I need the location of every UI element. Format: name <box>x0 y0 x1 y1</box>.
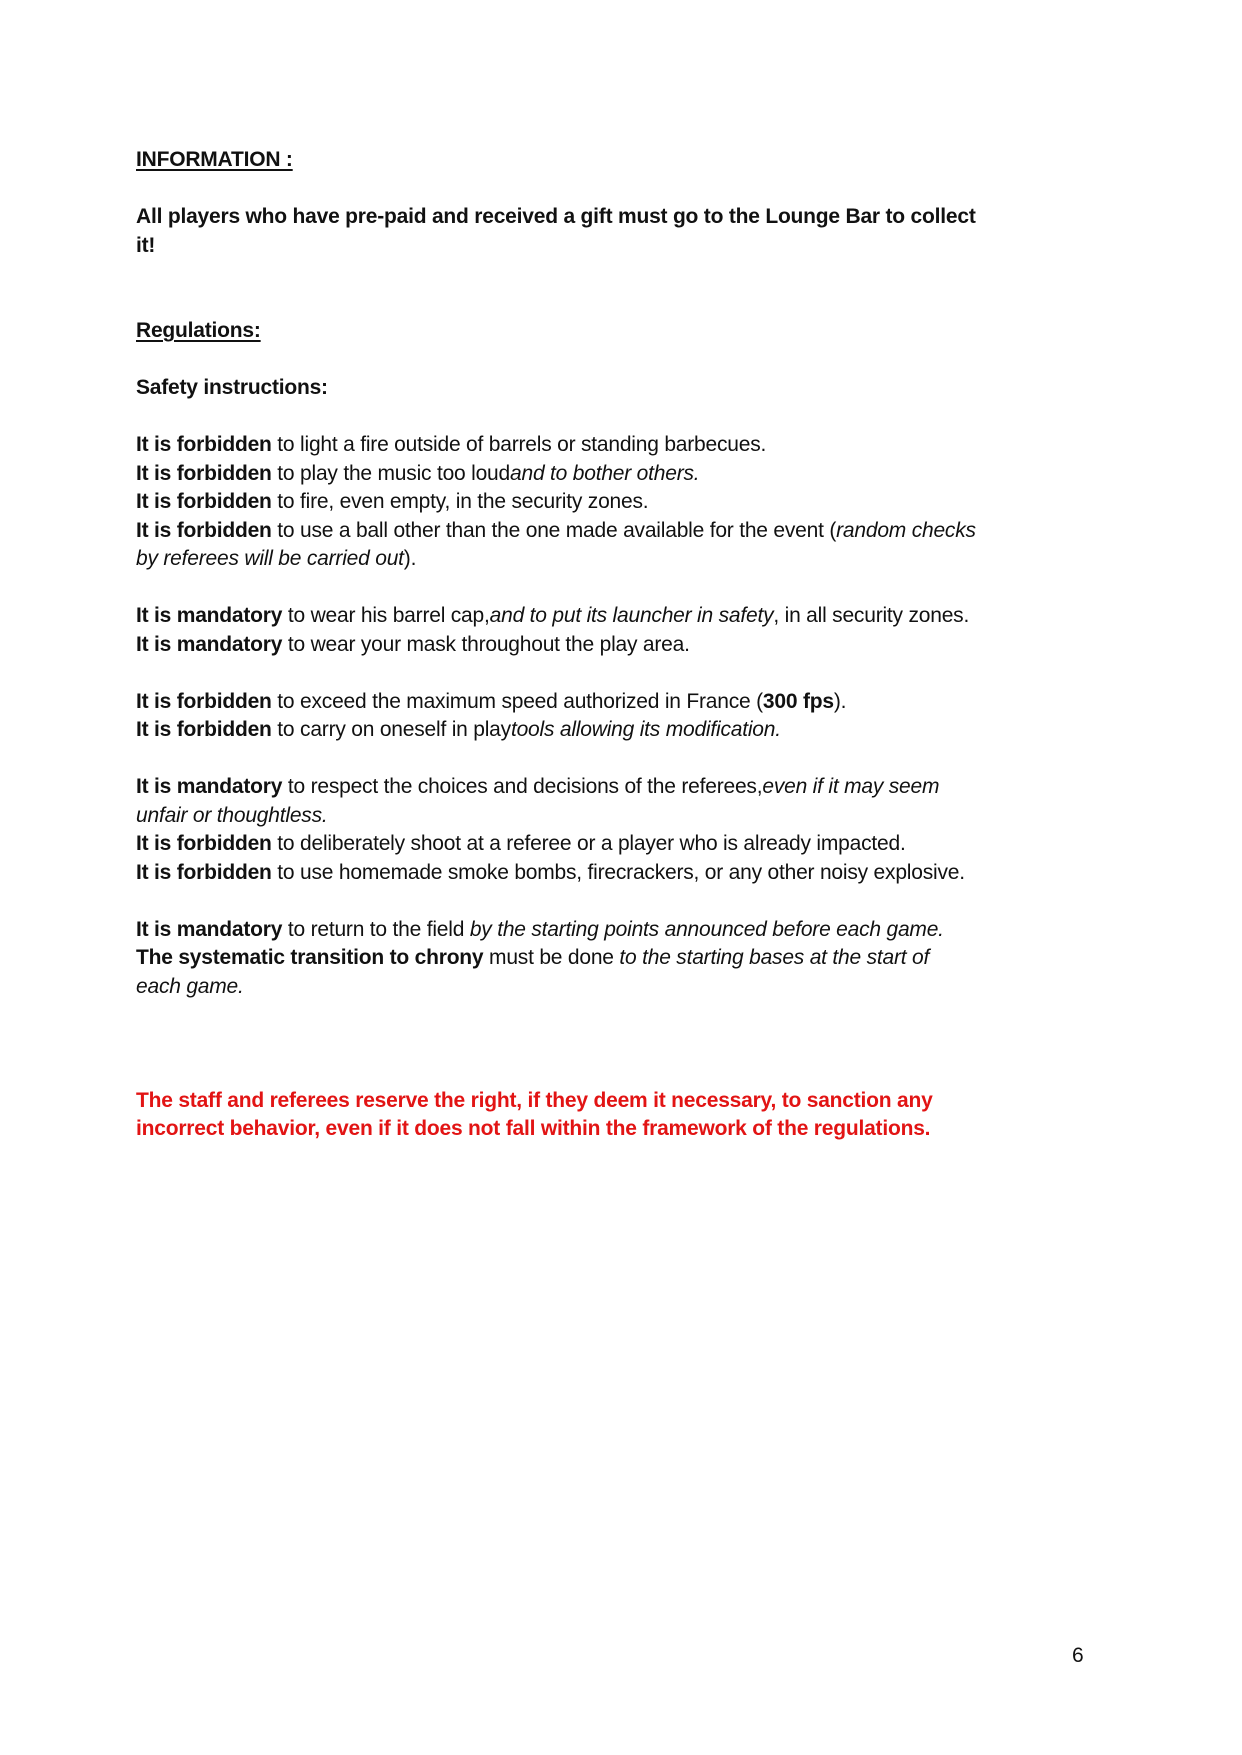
text-line <box>136 631 1126 660</box>
text-run: each game. <box>136 974 244 998</box>
referee-respect-rules <box>136 773 1126 887</box>
text-run: even if it may seem <box>762 775 940 798</box>
text-line <box>136 1115 1126 1144</box>
text-run: It is mandatory <box>136 632 283 656</box>
text-line <box>136 545 1126 574</box>
text-run: ). <box>833 689 847 713</box>
text-run: to wear his barrel cap, <box>282 604 490 627</box>
text-line <box>136 830 1126 859</box>
text-run: It is forbidden <box>136 518 272 542</box>
mandatory-gear-rules <box>136 602 1126 659</box>
text-line <box>136 859 1126 888</box>
text-run: INFORMATION : <box>136 148 293 171</box>
text-run: and to put its launcher in safety <box>489 604 774 627</box>
text-run: ). <box>403 547 417 570</box>
field-return-rules <box>136 916 1126 1002</box>
text-line <box>136 716 1126 745</box>
text-line <box>136 773 1126 802</box>
regulations-heading <box>136 317 1126 346</box>
text-run: by referees will be carried out <box>136 547 404 570</box>
text-run: to use a ball other than the one made available for the event ( <box>271 518 837 542</box>
text-line <box>136 203 1126 232</box>
page-number: 6 <box>1072 1644 1084 1667</box>
text-run: must be done <box>483 946 620 969</box>
prepaid-gift-notice <box>136 203 1126 260</box>
fire-and-zone-rules <box>136 431 1126 574</box>
text-line <box>136 460 1126 489</box>
text-run: The systematic transition to chrony <box>136 946 484 969</box>
text-run: 300 fps <box>762 689 834 713</box>
text-line <box>136 973 1126 1002</box>
text-run: incorrect behavior, even if it does not fall within the framework of the regulations. <box>136 1117 931 1140</box>
text-run: It is forbidden <box>136 718 272 741</box>
text-run: and to bother others. <box>510 461 700 485</box>
text-run: to exceed the maximum speed authorized in France ( <box>271 689 763 713</box>
text-run: to play the music too loud <box>271 461 510 485</box>
text-run: to return to the field <box>282 917 470 941</box>
text-run: by the starting points announced before each game. <box>469 917 944 941</box>
safety-instructions-heading <box>136 374 1126 403</box>
text-line <box>136 688 1126 717</box>
text-run: to fire, even empty, in the security zones. <box>271 490 649 513</box>
text-line <box>136 431 1126 460</box>
text-run: It is forbidden <box>136 832 272 855</box>
text-run: It is forbidden <box>136 433 272 456</box>
text-line <box>136 488 1126 517</box>
text-line <box>136 146 1126 175</box>
text-run: All players who have pre-paid and received a gift must go to the Lounge Bar to collect <box>136 205 976 228</box>
text-line <box>136 517 1126 546</box>
text-line <box>136 374 1126 403</box>
text-line <box>136 944 1126 973</box>
text-run: tools allowing its modification. <box>510 718 781 741</box>
text-run: It is forbidden <box>136 689 272 713</box>
text-run: it! <box>136 233 156 257</box>
text-run: It is forbidden <box>136 461 272 485</box>
text-line <box>136 317 1126 346</box>
information-heading <box>136 146 1126 175</box>
staff-sanction-warning <box>136 1087 1126 1144</box>
text-run: to carry on oneself in play <box>271 718 511 741</box>
text-run: unfair or thoughtless. <box>136 803 328 827</box>
text-run: to deliberately shoot at a referee or a player who is already impacted. <box>271 832 906 855</box>
text-run: to wear your mask throughout the play area. <box>282 632 690 656</box>
text-line <box>136 232 1126 261</box>
text-run: The staff and referees reserve the right, if they deem it necessary, to sanction any <box>136 1088 933 1112</box>
text-run: It is mandatory <box>136 917 283 941</box>
text-line <box>136 1087 1126 1116</box>
text-run: , in all security zones. <box>773 604 970 627</box>
text-line <box>136 802 1126 831</box>
speed-and-tools-rules <box>136 688 1126 745</box>
text-run: to use homemade smoke bombs, firecrackers, or any other noisy explosive. <box>271 860 965 884</box>
text-run: to light a fire outside of barrels or standing barbecues. <box>271 433 767 456</box>
text-run: It is forbidden <box>136 860 272 884</box>
text-run: It is mandatory <box>136 604 283 627</box>
text-line <box>136 916 1126 945</box>
text-run: Safety instructions: <box>136 376 328 399</box>
text-run: random checks <box>836 518 976 542</box>
text-run: It is forbidden <box>136 490 272 513</box>
text-run: Regulations: <box>136 319 261 342</box>
text-line <box>136 602 1126 631</box>
text-run: to the starting bases at the start of <box>619 946 930 969</box>
document-body <box>136 146 1126 1172</box>
text-run: to respect the choices and decisions of the referees, <box>282 775 763 798</box>
text-run: It is mandatory <box>136 775 283 798</box>
